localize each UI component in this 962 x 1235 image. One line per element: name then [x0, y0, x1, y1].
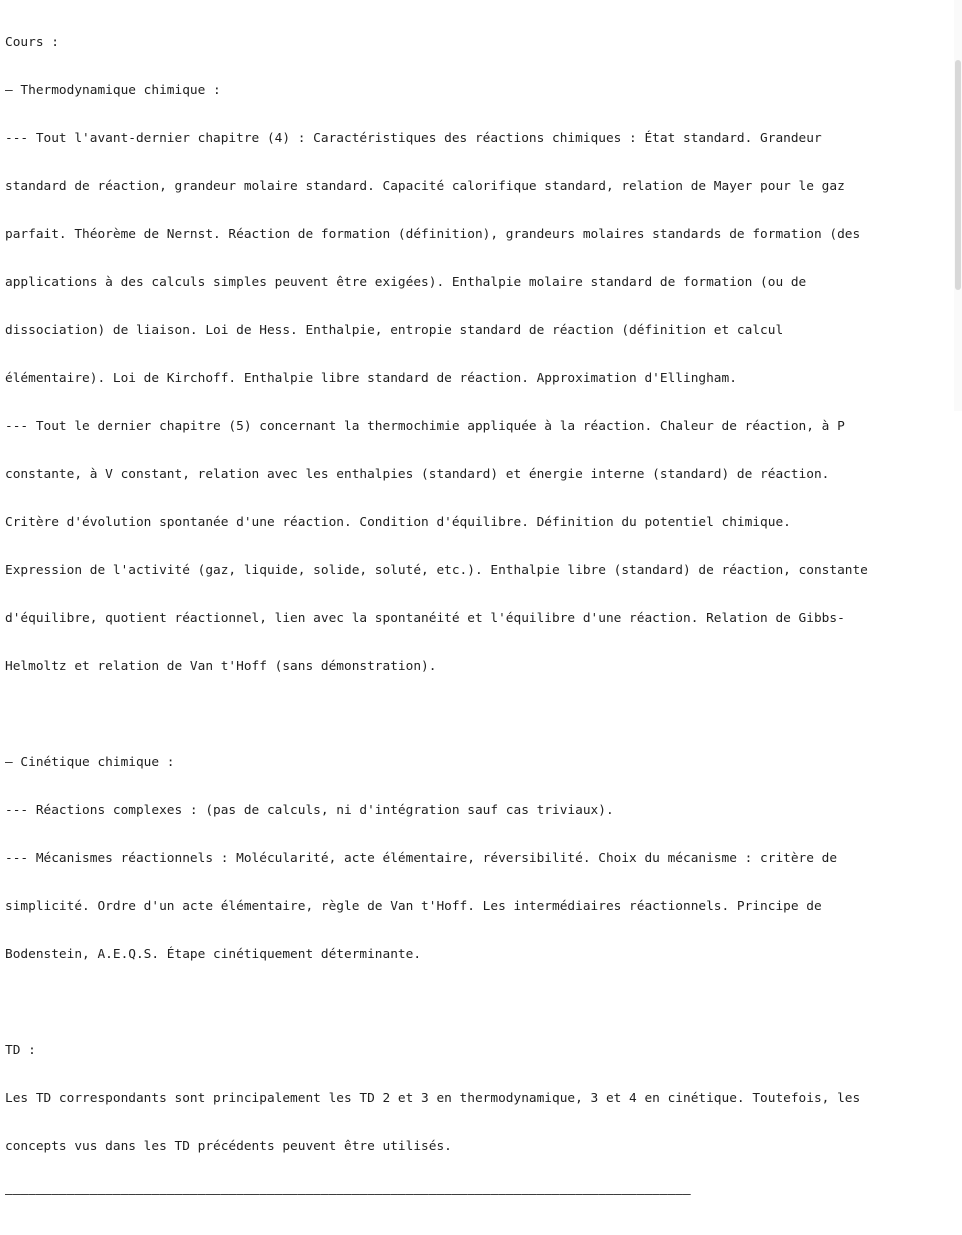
- vertical-scrollbar[interactable]: [954, 0, 962, 411]
- scrollbar-thumb[interactable]: [955, 60, 961, 290]
- text-line: Critère d'évolution spontanée d'une réaction. Condition d'équilibre. Définition du potentiel chimique.: [5, 515, 791, 530]
- document-text: [5, 3, 955, 1235]
- text-line: dissociation) de liaison. Loi de Hess. Enthalpie, entropie standard de réaction (définition et calcul: [5, 323, 784, 338]
- text-line: --- Mécanismes réactionnels : Molécularité, acte élémentaire, réversibilité. Choix du mécanisme : critère de: [5, 851, 838, 866]
- text-line: constante, à V constant, relation avec les enthalpies (standard) et énergie interne (standard) de réaction.: [5, 467, 830, 482]
- text-line: d'équilibre, quotient réactionnel, lien avec la spontanéité et l'équilibre d'une réaction. Relation de Gibbs-: [5, 611, 845, 626]
- blank-line: [5, 995, 955, 1011]
- text-line: --- Réactions complexes : (pas de calculs, ni d'intégration sauf cas triviaux).: [5, 803, 614, 818]
- heading-td: TD :: [5, 1043, 36, 1058]
- text-line: élémentaire). Loi de Kirchoff. Enthalpie libre standard de réaction. Approximation d'Ellingham.: [5, 371, 737, 386]
- blank-line: [5, 707, 955, 723]
- text-line: --- Tout le dernier chapitre (5) concernant la thermochimie appliquée à la réaction. Chaleur de réaction, à P: [5, 419, 845, 434]
- text-line: parfait. Théorème de Nernst. Réaction de formation (définition), grandeurs molaires standards de formation (des: [5, 227, 861, 242]
- text-line: Expression de l'activité (gaz, liquide, solide, soluté, etc.). Enthalpie libre (standard) de réaction, constante: [5, 563, 868, 578]
- text-line: applications à des calculs simples peuvent être exigées). Enthalpie molaire standard de formation (ou de: [5, 275, 807, 290]
- section-thermodynamique: — Thermodynamique chimique :: [5, 83, 221, 98]
- text-line: Helmoltz et relation de Van t'Hoff (sans démonstration).: [5, 659, 437, 674]
- text-line: concepts vus dans les TD précédents peuvent être utilisés.: [5, 1139, 452, 1154]
- text-line: standard de réaction, grandeur molaire standard. Capacité calorifique standard, relation de Mayer pour le gaz: [5, 179, 845, 194]
- text-line: Les TD correspondants sont principalement les TD 2 et 3 en thermodynamique, 3 et 4 en cinétique. Toutefois, les: [5, 1091, 861, 1106]
- text-line: --- Tout l'avant-dernier chapitre (4) : Caractéristiques des réactions chimiques : État standard. Grandeur: [5, 131, 822, 146]
- separator-line: —————————————————————————————————————————————————————————————————————————————————————————: [5, 1187, 691, 1202]
- text-line: Bodenstein, A.E.Q.S. Étape cinétiquement déterminante.: [5, 947, 422, 962]
- heading-cours: Cours :: [5, 35, 59, 50]
- text-line: simplicité. Ordre d'un acte élémentaire, règle de Van t'Hoff. Les intermédiaires réactionnels. Principe de: [5, 899, 822, 914]
- section-cinetique: — Cinétique chimique :: [5, 755, 175, 770]
